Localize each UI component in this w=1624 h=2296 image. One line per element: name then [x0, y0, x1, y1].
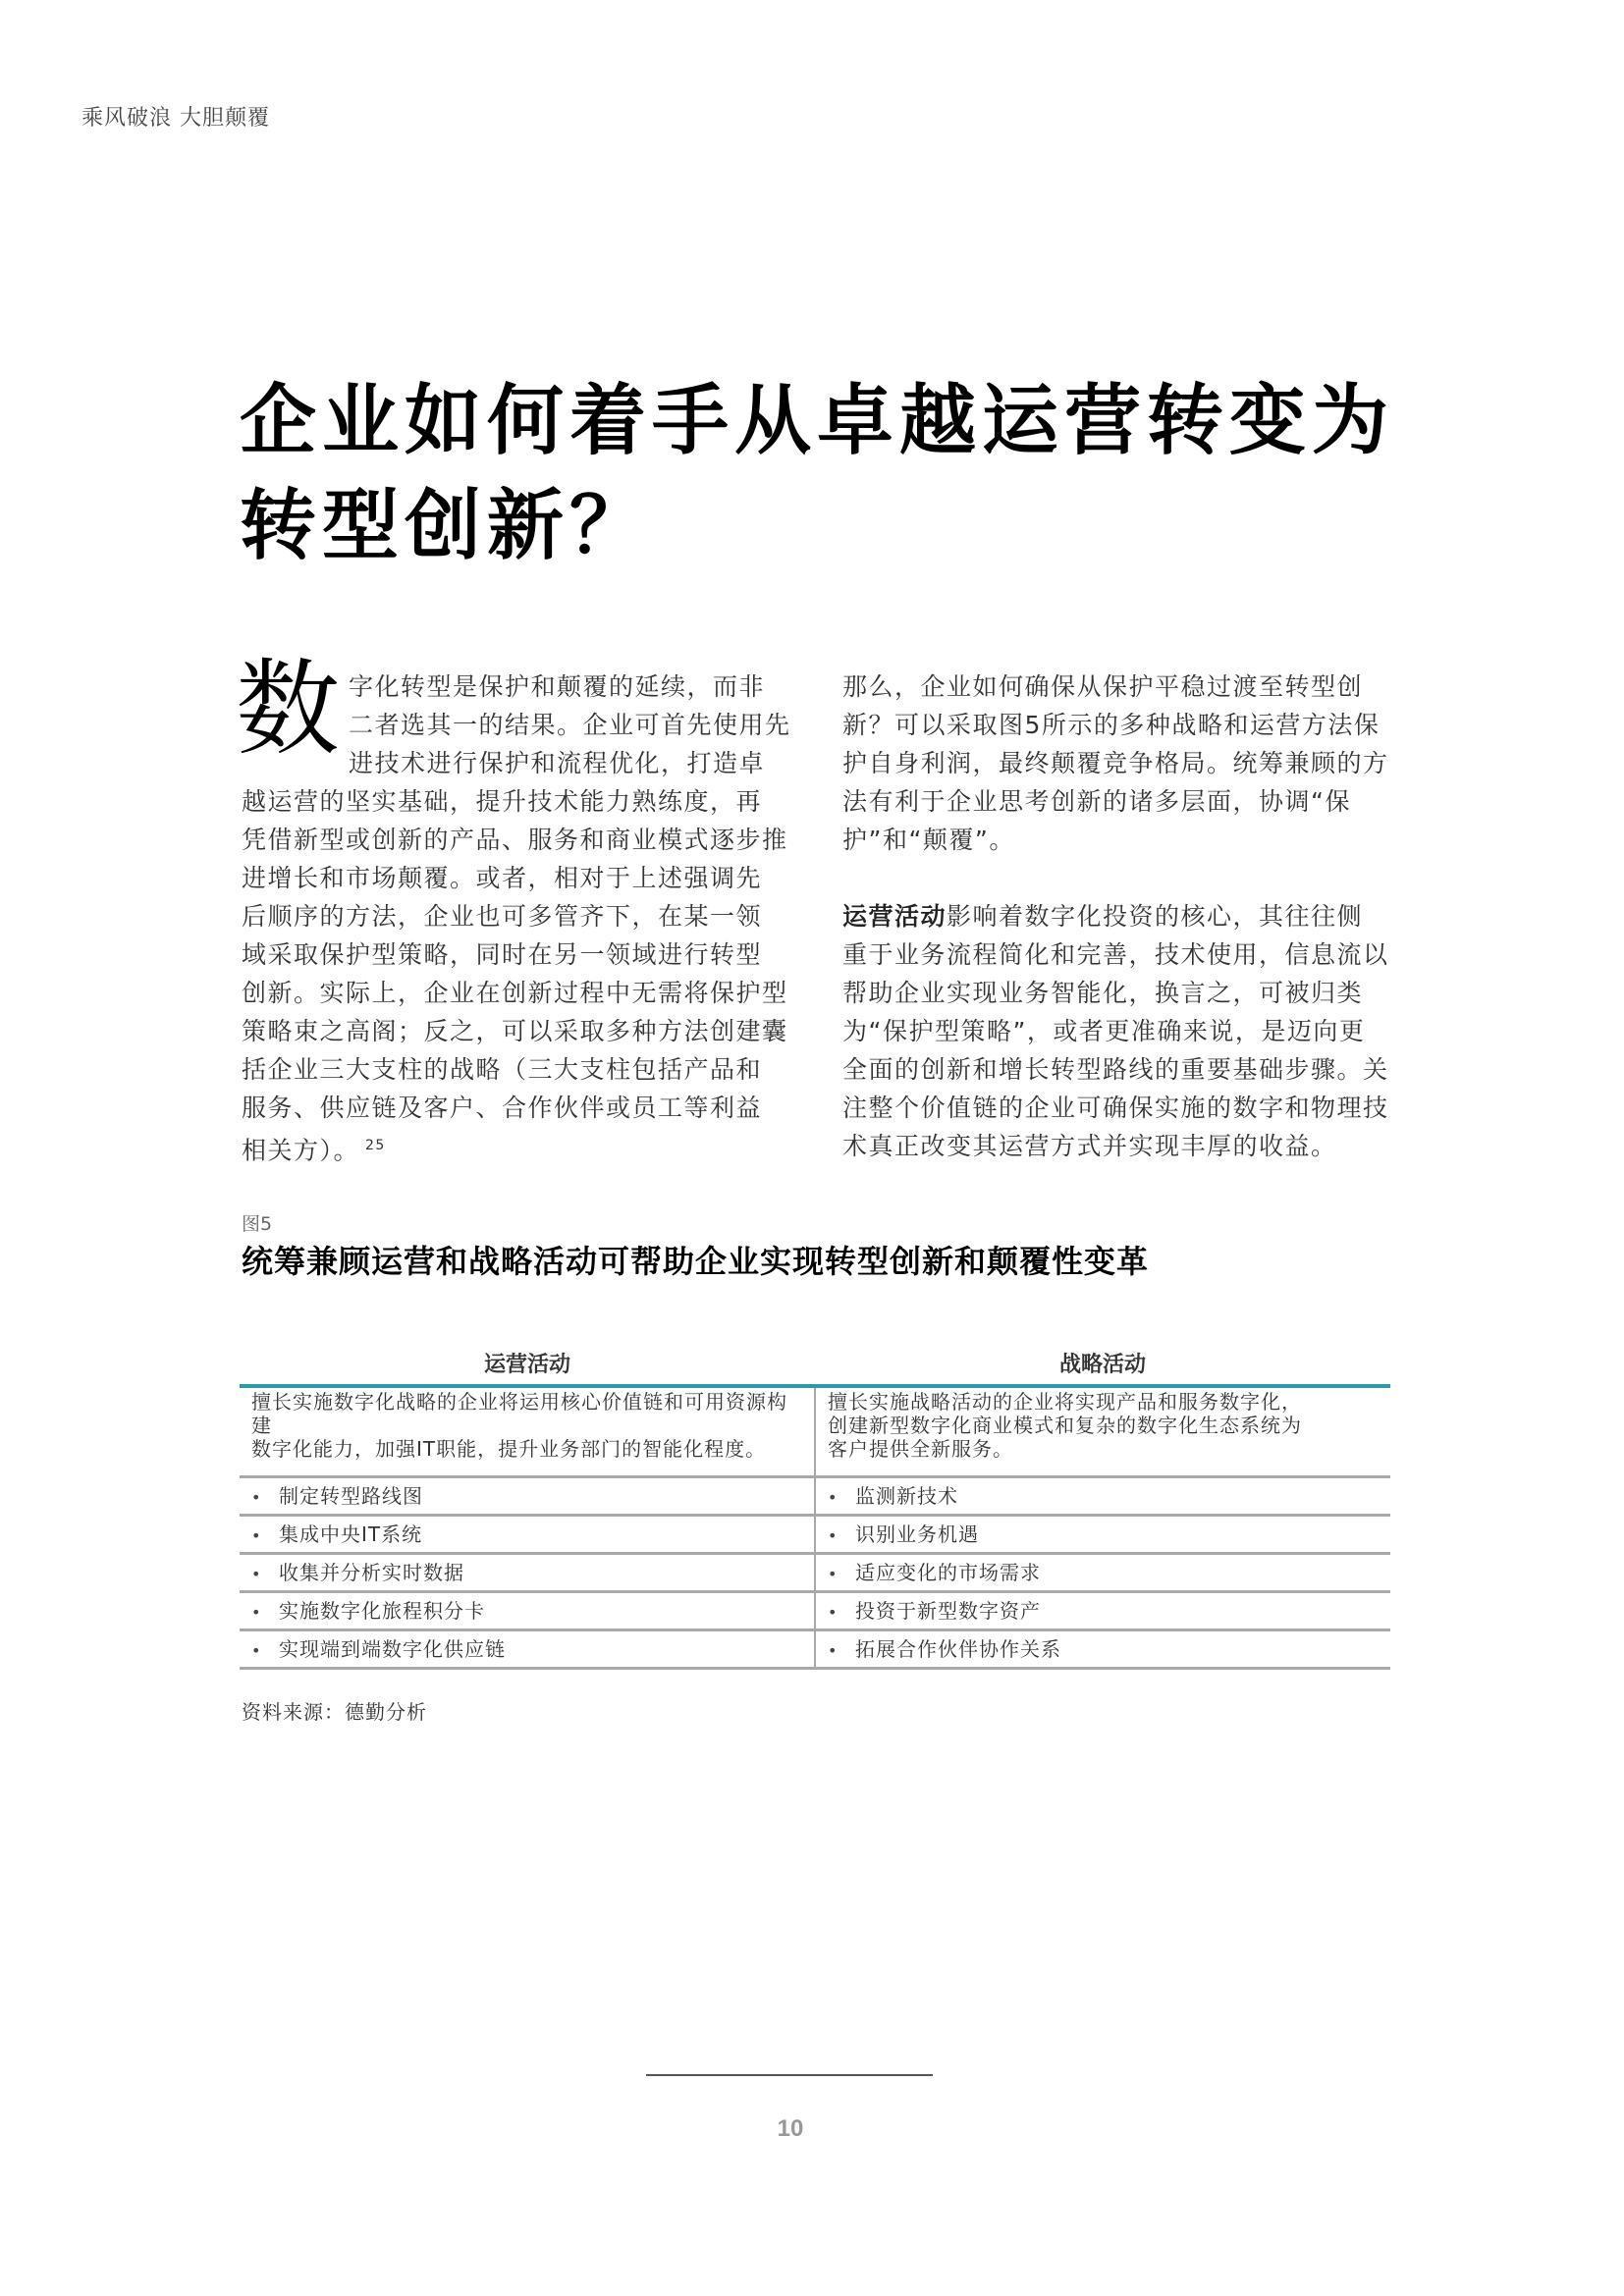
table-cell	[814, 1593, 1390, 1629]
body-line-last	[242, 1127, 386, 1169]
table-cell	[240, 1631, 814, 1667]
body-line: 帮助企业实现业务智能化，换言之，可被归类	[842, 979, 1364, 1007]
cell-text: 收集并分析实时数据	[279, 1561, 464, 1584]
figure-label: 图5	[242, 1213, 273, 1235]
table-row	[240, 1478, 1390, 1517]
table-row-description	[240, 1388, 1390, 1478]
table-cell	[814, 1631, 1390, 1667]
bullet-icon: •	[828, 1488, 839, 1507]
body-line: 护”和“颠覆”。	[842, 826, 1015, 854]
bullet-icon: •	[251, 1565, 262, 1583]
table-header	[240, 1351, 1390, 1388]
body-text: 影响着数字化投资的核心，其往往侧	[947, 902, 1364, 931]
column-header-operations: 运营活动	[483, 1353, 570, 1377]
figure-table	[240, 1351, 1390, 1670]
description-line: 客户提供全新服务。	[828, 1437, 1013, 1461]
body-line: 为“保护型策略”，或者更准确来说，是迈向更	[842, 1017, 1366, 1045]
body-line: 重于业务流程简化和完善，技术使用，信息流以	[842, 940, 1389, 969]
description-strategy	[814, 1388, 1390, 1475]
body-line: 术真正改变其运营方式并实现丰厚的收益。	[842, 1132, 1337, 1160]
body-line: 进增长和市场颠覆。或者，相对于上述强调先	[242, 864, 763, 892]
table-cell	[240, 1478, 814, 1514]
page-number: 10	[777, 2115, 804, 2142]
body-line: 越运营的坚实基础，提升技术能力熟练度，再	[242, 787, 763, 816]
figure-title: 统筹兼顾运营和战略活动可帮助企业实现转型创新和颠覆性变革	[242, 1243, 1150, 1280]
body-line: 那么，企业如何确保从保护平稳过渡至转型创	[842, 672, 1364, 701]
table-row	[240, 1517, 1390, 1555]
table-cell	[814, 1555, 1390, 1590]
running-head: 乘风破浪 大胆颠覆	[81, 106, 270, 131]
body-line: 注整个价值链的企业可确保实施的数字和物理技	[842, 1094, 1389, 1122]
drop-cap: 数	[236, 649, 340, 770]
bullet-icon: •	[251, 1488, 262, 1507]
description-line: 擅长实施战略活动的企业将实现产品和服务数字化，	[828, 1390, 1302, 1414]
footer-divider	[646, 2074, 933, 2076]
body-line: 护自身利润，最终颠覆竞争格局。统筹兼顾的方	[842, 749, 1389, 777]
table-cell	[240, 1593, 814, 1629]
body-line: 括企业三大支柱的战略（三大支柱包括产品和	[242, 1055, 763, 1084]
bullet-icon: •	[828, 1641, 839, 1660]
description-line: 创建新型数字化商业模式和复杂的数字化生态系统为	[828, 1414, 1302, 1437]
cell-text: 制定转型路线图	[279, 1484, 423, 1508]
figure-source: 资料来源：德勤分析	[242, 1700, 427, 1724]
body-line: 服务、供应链及客户、合作伙伴或员工等利益	[242, 1094, 763, 1122]
footnote-ref[interactable]: 25	[365, 1138, 386, 1153]
table-cell	[240, 1517, 814, 1552]
cell-text: 监测新技术	[855, 1484, 958, 1508]
cell-text: 集成中央IT系统	[279, 1522, 423, 1546]
body-line: 二者选其一的结果。企业可首先使用先	[349, 711, 791, 739]
cell-text: 实现端到端数字化供应链	[279, 1637, 506, 1661]
description-line: 数字化能力，加强IT职能，提升业务部门的智能化程度。	[251, 1437, 767, 1461]
bullet-icon: •	[251, 1526, 262, 1545]
body-line-lead	[842, 897, 1363, 935]
body-line: 法有利于企业思考创新的诸多层面，协调“保	[842, 787, 1351, 816]
description-operations	[240, 1388, 814, 1475]
table-row	[240, 1555, 1390, 1593]
body-line: 凭借新型或创新的产品、服务和商业模式逐步推	[242, 826, 788, 854]
body-line: 新？可以采取图5所示的多种战略和运营方法保	[842, 711, 1380, 739]
cell-text: 适应变化的市场需求	[855, 1561, 1041, 1584]
bullet-icon: •	[828, 1526, 839, 1545]
table-cell	[240, 1555, 814, 1590]
bullet-icon: •	[251, 1603, 262, 1622]
body-line: 字化转型是保护和颠覆的延续，而非	[349, 672, 766, 701]
body-line: 全面的创新和增长转型路线的重要基础步骤。关	[842, 1055, 1389, 1084]
column-header-strategy: 战略活动	[1058, 1353, 1146, 1377]
page-title-line-2: 转型创新？	[240, 482, 653, 570]
body-line: 域采取保护型策略，同时在另一领域进行转型	[242, 940, 763, 969]
body-line: 进技术进行保护和流程优化，打造卓	[349, 749, 766, 777]
bullet-icon: •	[251, 1641, 262, 1660]
bullet-icon: •	[828, 1603, 839, 1622]
body-line: 创新。实际上，企业在创新过程中无需将保护型	[242, 979, 788, 1007]
table-row	[240, 1593, 1390, 1631]
bullet-icon: •	[828, 1565, 839, 1583]
cell-text: 实施数字化旅程积分卡	[279, 1599, 485, 1623]
table-row	[240, 1631, 1390, 1670]
cell-text: 拓展合作伙伴协作关系	[855, 1637, 1061, 1661]
table-cell	[814, 1517, 1390, 1552]
body-line: 策略束之高阁；反之，可以采取多种方法创建囊	[242, 1017, 788, 1045]
bold-lead-term: 运营活动	[842, 902, 947, 931]
body-text: 相关方）。	[242, 1136, 360, 1165]
description-line: 擅长实施数字化战略的企业将运用核心价值链和可用资源构建	[251, 1390, 787, 1437]
cell-text: 识别业务机遇	[855, 1522, 979, 1546]
page-title-line-1: 企业如何着手从卓越运营转变为	[240, 377, 1395, 465]
body-line: 后顺序的方法，企业也可多管齐下，在某一领	[242, 902, 763, 931]
cell-text: 投资于新型数字资产	[855, 1599, 1041, 1623]
table-cell	[814, 1478, 1390, 1514]
